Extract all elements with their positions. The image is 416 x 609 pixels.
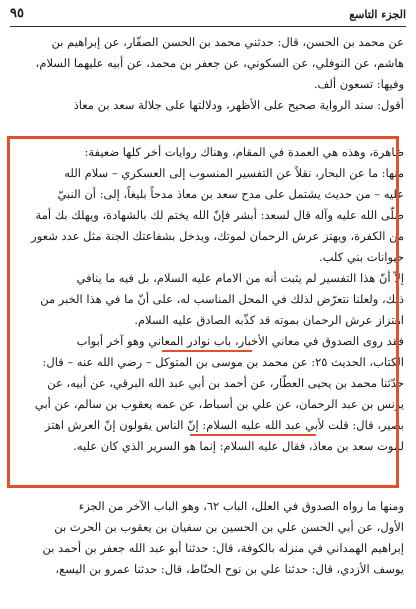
running-title: الجزء التاسع [349, 8, 406, 21]
text-line: اهتزاز عرش الرحمان بموته قد كذّبه الصادق عليه السلام. [134, 313, 404, 327]
underline-mark [162, 350, 252, 352]
highlighted-text-block [12, 142, 404, 457]
text-line: ومنها ما رواه الصدوق في العلل، الباب ٦٢، وهو الباب الآخر من الجزء [78, 499, 404, 513]
text-line: إلاّ أنّ هذا التفسير لم يثبت أنه من الامام عليه السلام، بل فيه ما ينافي [76, 271, 404, 285]
text-line: فقد روى الصدوق في معاني الأخبار، باب نوادر المعاني وهو آخر أبواب [76, 334, 404, 348]
text-line: منها: ما عن البحار، نقلاً عن التفسير المنسوب إلى العسكري – سلام الله [64, 166, 404, 180]
text-line: عن محمد بن الحسن، قال: حدثني محمد بن الحسن الصفّار، عن إبراهيم بن [51, 35, 404, 49]
text-line: أقول: سند الرواية صحيح على الأظهر، ودلالتها على جلالة سعد بن معاذ [73, 98, 404, 112]
text-line: صلّى الله عليه وآله قال لسعد: أبشر فإنّ الله يختم لك بالشهادة، ويهلك بك أمة [35, 208, 404, 222]
text-line: هاشم، عن النوفلي، عن السكوني، عن جعفر بن محمد، عن أبيه عليهما السلام، [35, 56, 404, 70]
text-line: بصير، قال: قلت لأبي عبد الله عليه السلام: إنّ الناس يقولون إنّ العرش اهتز [44, 418, 404, 432]
text-line: حيوانات بني كلب. [318, 250, 404, 264]
text-line: إبراهيم الهمداني في منزله بالكوفة، قال: حدثنا أبو عبد الله جعفر بن أحمد بن [42, 541, 404, 555]
text-line: حدّثنا محمد بن يحيى العطّار، عن أحمد بن أبي عبد الله البرقي، عن أبيه، عن [47, 376, 404, 390]
text-line: ظاهرة، وهذه هي العمدة في المقام، وهناك روايات أخر كلها ضعيفة: [84, 145, 404, 159]
header-rule [10, 26, 406, 27]
text-line: من الكفرة، ويهتز عرش الرحمان لموتك، ويدخل بشفاعتك الجنة مثل عدد شعور [31, 229, 404, 243]
following-text-block [12, 496, 404, 580]
text-line: الكتاب، الحديث ٢٥: عن محمد بن موسى بن المتوكل – رضي الله عنه – قال: [42, 355, 404, 369]
text-line: ذلك، ولعلنا نتعرّض لذلك في المحل المناسب له، على أنّ ما في هذا الخبر من [40, 292, 404, 306]
text-line: عليه – من حديث يشتمل على مدح سعد بن معاذ مدحاً بليغاً، إلى: أن النبيّ [57, 187, 404, 201]
text-line: لموت سعد بن معاذ، فقال عليه السلام: إنما هو السرير الذي كان عليه. [73, 439, 404, 453]
page-number: ٩٥ [10, 6, 24, 21]
text-line: الأول، عن أبي الحسن علي بن الحسين بن سفيان بن يعقوب بن الحرث بن [54, 520, 404, 534]
intro-text-block [12, 32, 404, 116]
text-line: وفيها: تسعون ألف. [313, 77, 404, 91]
underline-mark [190, 434, 316, 436]
page-header [10, 6, 406, 26]
text-line: يوسف الأزدي، قال: حدثنا علي بن نوح الحنّاط، قال: حدثنا عمرو بن اليسع، [55, 562, 404, 576]
text-line: يونس بن عبد الرحمان، عن علي بن أسباط، عن عمه يعقوب بن سالم، عن أبي [34, 397, 404, 411]
